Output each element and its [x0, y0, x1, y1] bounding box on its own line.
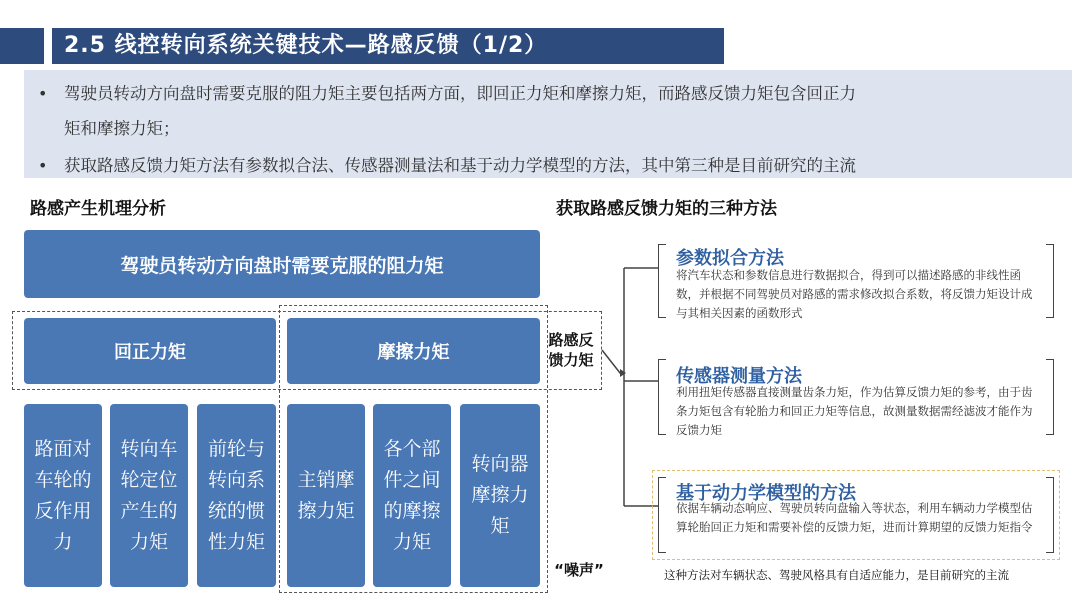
road-feel-label: 路感反馈力矩 — [548, 331, 594, 369]
method-bracket-right — [1046, 477, 1054, 553]
bullet-dot: • — [38, 84, 48, 103]
wheel-alignment-torque-box: 转向车轮定位产生的力矩 — [110, 404, 188, 587]
title-accent-bar — [0, 28, 44, 64]
friction-torque-box: 摩擦力矩 — [287, 318, 540, 384]
method-bracket-right — [1046, 244, 1054, 318]
bullet-2-line-1: 获取路感反馈力矩方法有参数拟合法、传感器测量法和基于动力学模型的方法，其中第三种是目前研究的主流 — [64, 156, 856, 175]
method-desc-dynamics-model: 依据车辆动态响应、驾驶员转向盘输入等状态，利用车辆动力学模型估算轮胎回正力矩和需要补偿的反馈力矩，进而计算期望的反馈力矩指令 — [676, 501, 1033, 534]
resistance-torque-box: 驾驶员转动方向盘时需要克服的阻力矩 — [24, 230, 540, 298]
method-title-param-fit: 参数拟合方法 — [676, 248, 784, 269]
method-title-sensor: 传感器测量方法 — [676, 366, 802, 387]
component-friction-box: 各个部件之间的摩擦力矩 — [373, 404, 451, 587]
noise-label: “噪声” — [554, 561, 604, 579]
road-reaction-force-box: 路面对车轮的反作用力 — [24, 404, 102, 587]
bullet-1-line-1: 驾驶员转动方向盘时需要克服的阻力矩主要包括两方面，即回正力矩和摩擦力矩，而路感反馈力矩包含回正力 — [64, 84, 856, 103]
page-title: 2.5 线控转向系统关键技术—路感反馈（1/2） — [64, 33, 548, 58]
method-desc-sensor: 利用扭矩传感器直接测量齿条力矩，作为估算反馈力矩的参考，由于齿条力矩包含有轮胎力和回正力矩等信息，故测量数据需经滤波才能作为反馈力矩 — [676, 385, 1033, 437]
steering-gear-friction-box: 转向器摩擦力矩 — [460, 404, 540, 587]
mainstream-note: 这种方法对车辆状态、驾驶风格具有自适应能力，是目前研究的主流 — [664, 568, 1009, 582]
kingpin-friction-box: 主销摩擦力矩 — [287, 404, 365, 587]
right-heading: 获取路感反馈力矩的三种方法 — [556, 199, 777, 219]
method-bracket-left — [658, 477, 666, 553]
method-desc-param-fit: 将汽车状态和参数信息进行数据拟合，得到可以描述路感的非线性函数，并根据不同驾驶员对路感的需求修改拟合系数，将反馈力矩设计成与其相关因素的函数形式 — [676, 268, 1033, 320]
method-bracket-right — [1046, 359, 1054, 435]
inertia-torque-box: 前轮与转向系统的惯性力矩 — [197, 404, 276, 587]
method-bracket-left — [658, 359, 666, 435]
aligning-torque-box: 回正力矩 — [24, 318, 276, 384]
left-heading: 路感产生机理分析 — [30, 199, 166, 219]
method-title-dynamics-model: 基于动力学模型的方法 — [676, 483, 856, 504]
bullet-dot: • — [38, 156, 48, 175]
method-bracket-left — [658, 244, 666, 318]
bullet-1-line-2: 矩和摩擦力矩； — [64, 119, 180, 138]
